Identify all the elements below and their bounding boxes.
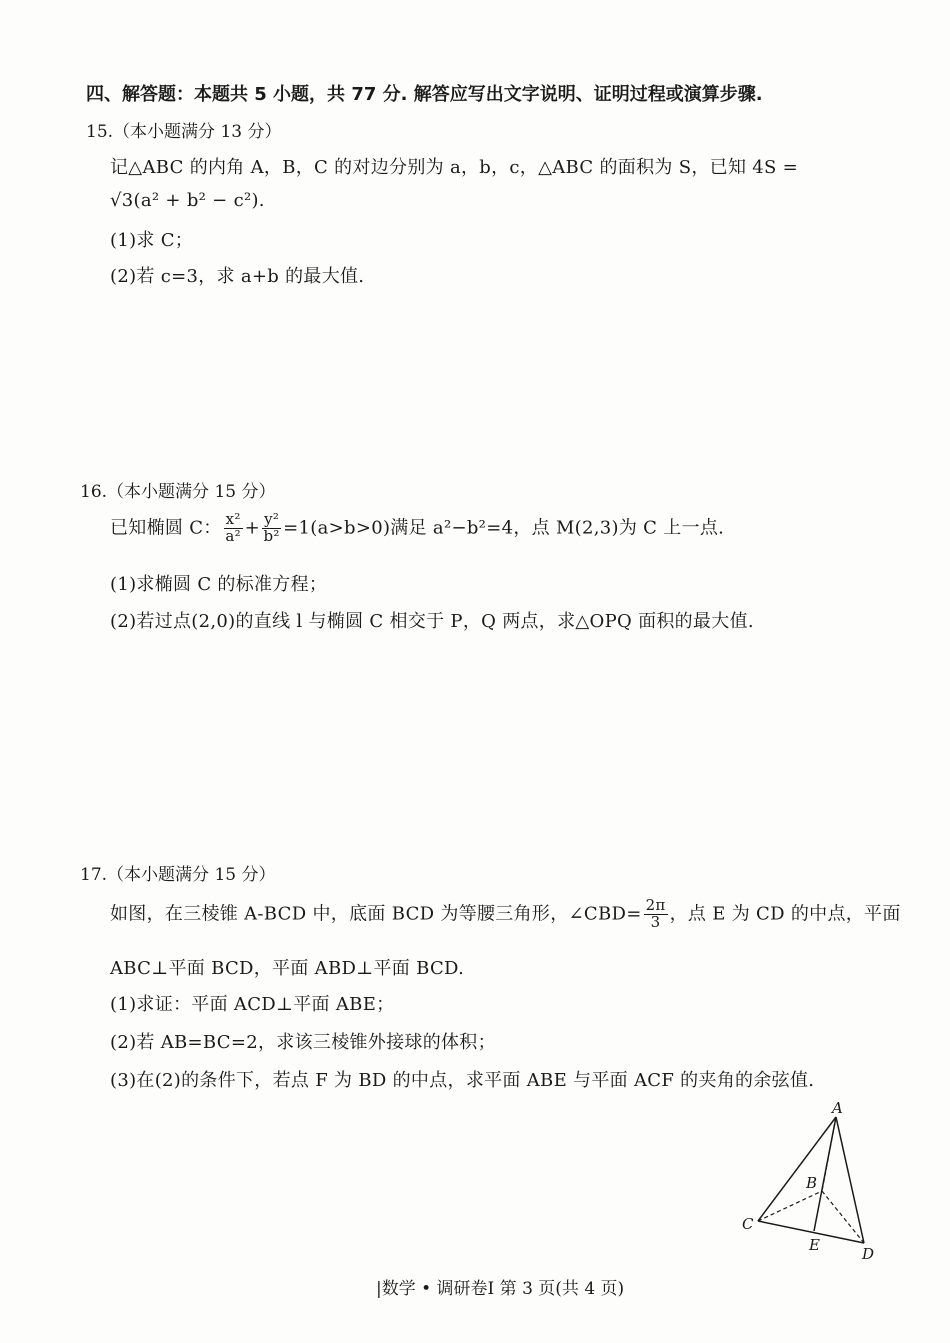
q16-stem (110, 512, 724, 545)
q15-header: 15.（本小题满分 13 分） (86, 122, 282, 142)
label-C: C (742, 1215, 754, 1233)
q16-plus: + (244, 517, 261, 539)
q17-stem-suffix: ，点 E 为 CD 的中点，平面 (669, 903, 901, 925)
label-D: D (862, 1245, 875, 1263)
q16-stem-prefix: 已知椭圆 C： (110, 517, 222, 539)
q16-part1: (1)求椭圆 C 的标准方程； (110, 574, 328, 595)
q15-part1: (1)求 C； (110, 230, 194, 251)
q17-stem-line1 (110, 898, 901, 931)
label-B: B (806, 1174, 818, 1192)
q17-fraction-den: 3 (650, 912, 661, 931)
q17-part3: (3)在(2)的条件下，若点 F 为 BD 的中点，求平面 ABE 与平面 ACF 的夹角的余弦值. (110, 1070, 815, 1091)
q17-header: 17.（本小题满分 15 分） (80, 865, 276, 885)
q16-fraction-x-den: a² (225, 526, 241, 545)
q17-part2: (2)若 AB=BC=2，求该三棱锥外接球的体积； (110, 1032, 496, 1053)
q17-fraction-num: 2π (645, 896, 666, 914)
q16-fraction-y-num: y² (264, 510, 280, 528)
label-E: E (809, 1236, 820, 1254)
q17-fraction-angle (644, 898, 668, 931)
q16-fraction-x (224, 512, 243, 545)
q16-stem-suffix: =1(a>b>0)满足 a²−b²=4，点 M(2,3)为 C 上一点. (283, 517, 725, 539)
q15-stem-line2: √3(a² + b² − c²). (110, 190, 265, 211)
q15-stem-line1: 记△ABC 的内角 A，B，C 的对边分别为 a，b，c，△ABC 的面积为 S，已知 4S = (110, 157, 799, 178)
q17-part1: (1)求证：平面 ACD⊥平面 ABE； (110, 994, 395, 1015)
label-A: A (832, 1099, 843, 1117)
q16-fraction-y (262, 512, 281, 545)
q17-stem-line2: ABC⊥平面 BCD，平面 ABD⊥平面 BCD. (110, 958, 465, 979)
tetrahedron-figure (730, 1095, 880, 1265)
page-footer: |数学 • 调研卷Ⅰ 第 3 页(共 4 页) (376, 1279, 625, 1299)
q16-header: 16.（本小题满分 15 分） (80, 482, 276, 502)
q16-fraction-y-den: b² (263, 526, 280, 545)
edge-AD (836, 1117, 864, 1243)
edge-AC (758, 1117, 836, 1221)
q15-part2: (2)若 c=3，求 a+b 的最大值. (110, 266, 365, 287)
edge-BC (758, 1191, 822, 1221)
q17-stem-prefix: 如图，在三棱锥 A-BCD 中，底面 BCD 为等腰三角形，∠CBD= (110, 903, 642, 925)
q16-fraction-x-num: x² (225, 510, 241, 528)
section-heading: 四、解答题：本题共 5 小题，共 77 分. 解答应写出文字说明、证明过程或演算步骤. (86, 84, 763, 105)
q16-part2: (2)若过点(2,0)的直线 l 与椭圆 C 相交于 P，Q 两点，求△OPQ 面积的最大值. (110, 611, 754, 632)
